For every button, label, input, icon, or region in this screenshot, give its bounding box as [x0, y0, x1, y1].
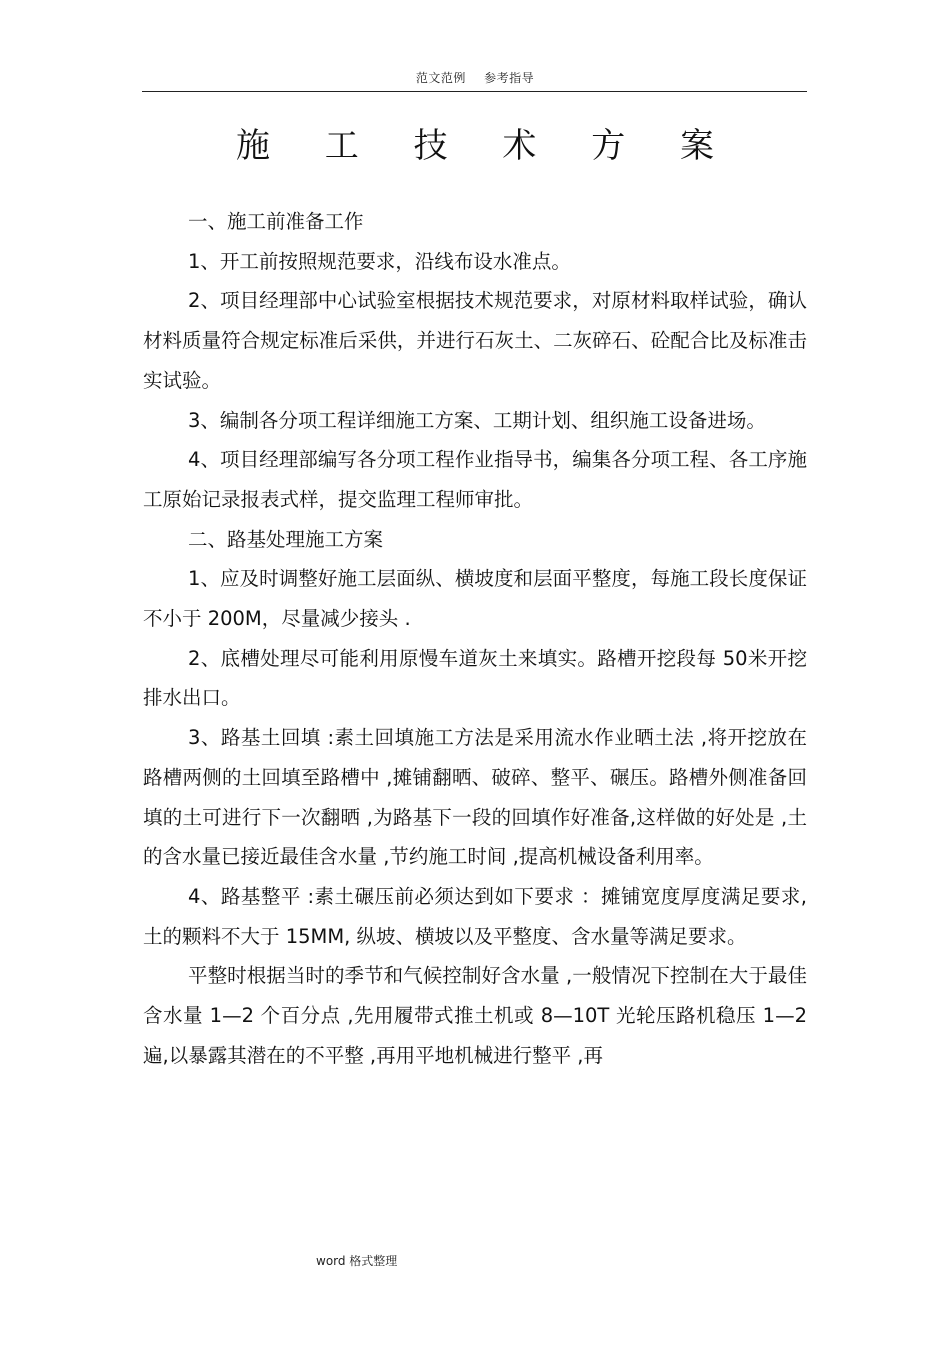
paragraph: 4、项目经理部编写各分项工程作业指导书，编集各分项工程、各工序施工原始记录报表式样，提交监理工程师审批。 [143, 448, 807, 511]
header-divider [142, 91, 807, 92]
paragraph: 平整时根据当时的季节和气候控制好含水量 ,一般情况下控制在大于最佳含水量 1—2 个百分点 ,先用履带式推土机或 8—10T 光轮压路机稳压 1—2 遍,以暴露其潜在的不平整 ,再用平地机械进行整平 ,再 [143, 964, 807, 1067]
paragraph: 1、应及时调整好施工层面纵、横坡度和层面平整度，每施工段长度保证不小于 200M，尽量减少接头 . [143, 567, 807, 631]
document-title: 施 工 技 术 方 案 [235, 126, 737, 166]
paragraph: 2、底槽处理尽可能利用原慢车道灰土来填实。路槽开挖段每 50米开挖排水出口。 [143, 646, 807, 710]
paragraph: 2、项目经理部中心试验室根据技术规范要求，对原材料取样试验，确认材料质量符合规定标准后采供，并进行石灰土、二灰碎石、砼配合比及标准击实试验。 [143, 289, 807, 392]
section-heading-2: 二、路基处理施工方案 [188, 527, 384, 551]
paragraph: 3、编制各分项工程详细施工方案、工期计划、组织施工设备进场。 [188, 408, 766, 432]
paragraph: 1、开工前按照规范要求，沿线布设水准点。 [188, 249, 571, 273]
section-heading-1: 一、施工前准备工作 [188, 210, 364, 233]
paragraph: 4、路基整平 :素土碾压前必须达到如下要求 ：摊铺宽度厚度满足要求,土的颗料不大于 15MM, 纵坡、横坡以及平整度、含水量等满足要求。 [143, 884, 807, 948]
document-body [143, 202, 807, 1075]
header-text: 范文范例 参考指导 [415, 71, 535, 85]
paragraph: 3、路基土回填 :素土回填施工方法是采用流水作业晒土法 ,将开挖放在路槽两侧的土回填至路槽中 ,摊铺翻晒、破碎、整平、碾压。路槽外侧准备回填的土可进行下一次翻晒 ,为路基下一段的回填作好准备,这样做的好处是 ,土的含水量已接近最佳含水量 ,节约施工时间 ,提高机械设备利用率。 [143, 726, 807, 869]
page-footer: word 格式整理 [316, 1254, 398, 1268]
